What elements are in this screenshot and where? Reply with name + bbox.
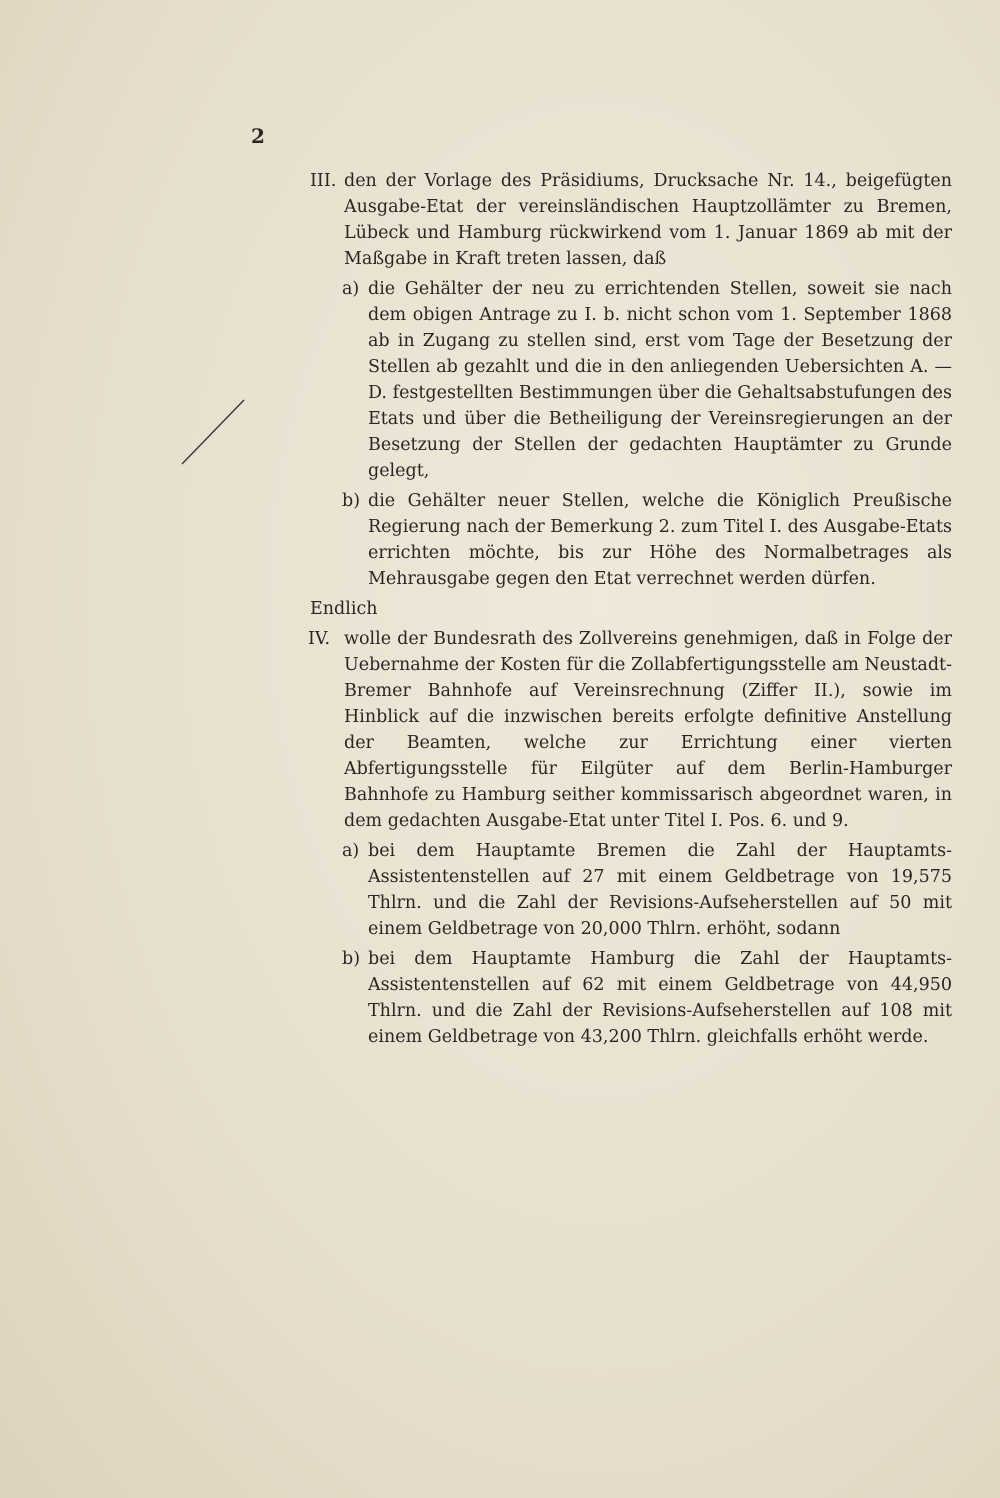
item-label: b) [342, 491, 361, 511]
main-text [306, 168, 952, 1050]
endlich-heading: Endlich [310, 599, 378, 619]
item-text: die Gehälter der neu zu errichtenden Stellen, soweit sie nach dem obigen Antrage zu I. b. nicht schon vom 1. September 1868 ab in Zugang zu stellen sind, erst vom Tage der Besetzung der Stellen ab gezahlt und die in den anliegenden Uebersichten A. — D. festgestellten Bestimmungen über die Gehaltsabstufungen des Etats und über die Betheiligung der Vereinsregierungen an der Besetzung der Stellen der gedachten Hauptämter zu Grunde gelegt, [368, 279, 952, 481]
page-number: 2 [251, 124, 265, 148]
section-iii [306, 168, 952, 272]
section-iv [306, 626, 952, 834]
section-iv-intro: wolle der Bundesrath des Zollvereins genehmigen, daß in Folge der Uebernahme der Kosten für die Zollabfertigungsstelle am Neustadt-Bremer Bahnhofe auf Vereinsrechnung (Ziffer II.), sowie im Hinblick auf die inzwischen bereits erfolgte definitive Anstellung der Beamten, welche zur Errichtung einer vierten Abfertigungsstelle für Eilgüter auf dem Berlin-Hamburger Bahnhofe zu Hamburg seither kommissarisch abgeordnet waren, in dem gedachten Ausgabe-Etat unter Titel I. Pos. 6. und 9. [344, 629, 952, 831]
item-label: a) [342, 279, 360, 299]
item-text: bei dem Hauptamte Bremen die Zahl der Hauptamts-Assistentenstellen auf 27 mit einem Geldbetrage von 19,575 Thlrn. und die Zahl der Revisions-Aufseherstellen auf 50 mit einem Geldbetrage von 20,000 Thlrn. erhöht, sodann [368, 841, 952, 939]
section-iv-item-b [306, 946, 952, 1050]
section-iv-item-a [306, 838, 952, 942]
section-iv-number: IV. [308, 629, 331, 649]
item-label: a) [342, 841, 360, 861]
item-text: die Gehälter neuer Stellen, welche die Königlich Preußische Regierung nach der Bemerkung 2. zum Titel I. des Ausgabe-Etats errichten möchte, bis zur Höhe des Normalbetrages als Mehrausgabe gegen den Etat verrechnet werden dürfen. [368, 491, 952, 589]
item-label: b) [342, 949, 361, 969]
margin-pencil-stroke [178, 398, 248, 466]
section-iii-intro: den der Vorlage des Präsidiums, Drucksache Nr. 14., beigefügten Ausgabe-Etat der vereinsländischen Hauptzollämter zu Bremen, Lübeck und Hamburg rückwirkend vom 1. Januar 1869 ab mit der Maßgabe in Kraft treten lassen, daß [344, 171, 952, 269]
item-text: bei dem Hauptamte Hamburg die Zahl der Hauptamts-Assistentenstellen auf 62 mit einem Geldbetrage von 44,950 Thlrn. und die Zahl der Revisions-Aufseherstellen auf 108 mit einem Geldbetrage von 43,200 Thlrn. gleichfalls erhöht werde. [368, 949, 952, 1047]
section-iii-item-a [306, 276, 952, 484]
section-iii-number: III. [310, 171, 337, 191]
section-iii-item-b [306, 488, 952, 592]
